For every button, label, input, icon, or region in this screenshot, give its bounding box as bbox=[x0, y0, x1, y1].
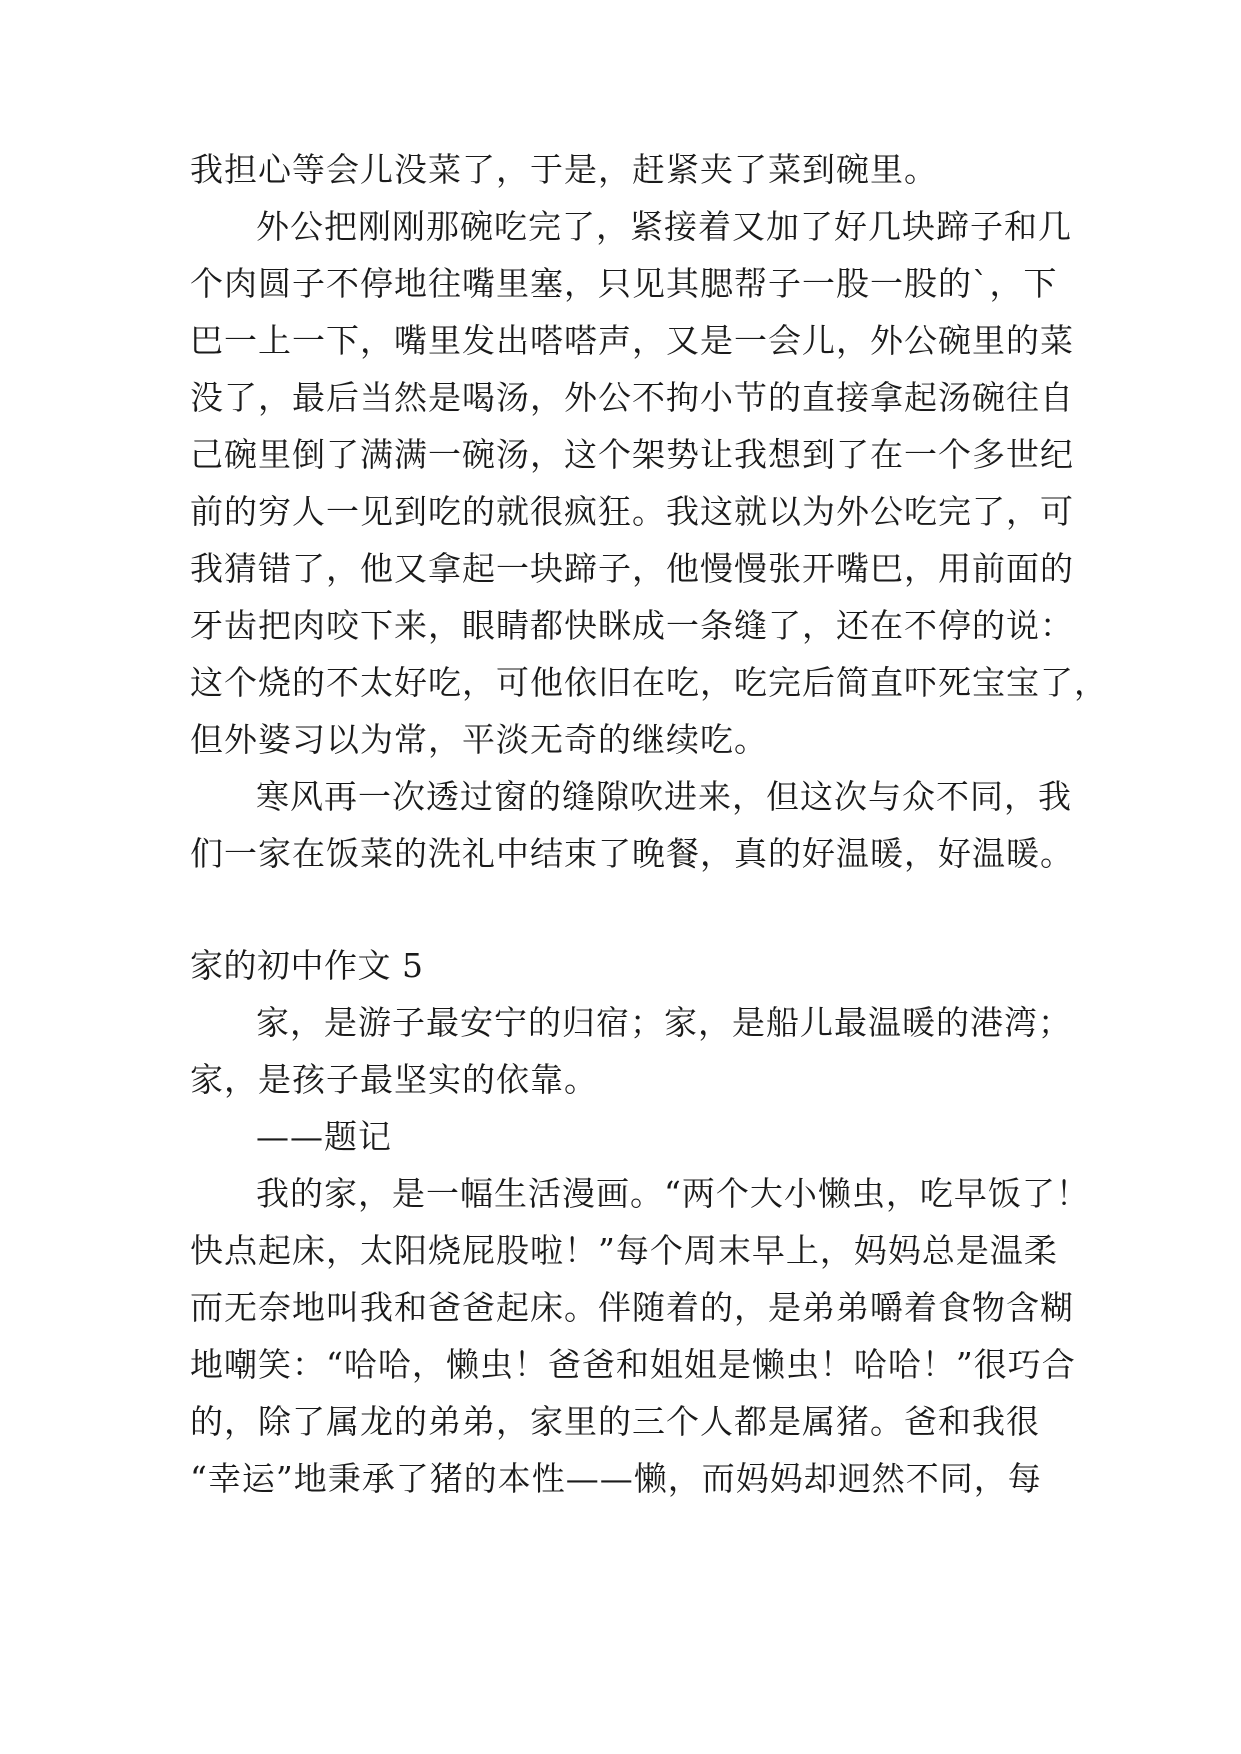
text-line: 而无奈地叫我和爸爸起床。伴随着的，是弟弟嚼着食物含糊 bbox=[190, 1288, 1074, 1327]
text-line: 前的穷人一见到吃的就很疯狂。我这就以为外公吃完了，可 bbox=[190, 492, 1074, 531]
text-line: 个肉圆子不停地往嘴里塞，只见其腮帮子一股一股的`，下 bbox=[190, 264, 1058, 303]
text-line: 们一家在饭菜的洗礼中结束了晚餐，真的好温暖，好温暖。 bbox=[190, 834, 1074, 873]
text-line: 但外婆习以为常，平淡无奇的继续吃。 bbox=[190, 720, 768, 759]
text-line: 我担心等会儿没菜了，于是，赶紧夹了菜到碗里。 bbox=[190, 150, 938, 189]
text-line: 这个烧的不太好吃，可他依旧在吃，吃完后简直吓死宝宝了， bbox=[190, 663, 1108, 702]
text-line: 没了，最后当然是喝汤，外公不拘小节的直接拿起汤碗往自 bbox=[190, 378, 1074, 417]
text-line: 己碗里倒了满满一碗汤，这个架势让我想到了在一个多世纪 bbox=[190, 435, 1074, 474]
section-title: 家的初中作文 5 bbox=[190, 946, 424, 985]
document-body bbox=[190, 0, 1108, 1754]
text-line: 快点起床，太阳烧屁股啦！”每个周末早上，妈妈总是温柔 bbox=[190, 1231, 1058, 1270]
text-line: 我的家，是一幅生活漫画。“两个大小懒虫，吃早饭了！ bbox=[256, 1174, 1090, 1213]
text-line: 牙齿把肉咬下来，眼睛都快眯成一条缝了，还在不停的说： bbox=[190, 606, 1074, 645]
text-line: 巴一上一下，嘴里发出嗒嗒声，又是一会儿，外公碗里的菜 bbox=[190, 321, 1074, 360]
text-line: 家，是游子最安宁的归宿；家，是船儿最温暖的港湾； bbox=[256, 1003, 1072, 1042]
text-line: 寒风再一次透过窗的缝隙吹进来，但这次与众不同，我 bbox=[256, 777, 1072, 816]
text-line: 地嘲笑：“哈哈，懒虫！爸爸和姐姐是懒虫！哈哈！”很巧合 bbox=[190, 1345, 1076, 1384]
text-line: 我猜错了，他又拿起一块蹄子，他慢慢张开嘴巴，用前面的 bbox=[190, 549, 1074, 588]
text-line: 家，是孩子最坚实的依靠。 bbox=[190, 1060, 598, 1099]
epigraph-signature: ——题记 bbox=[256, 1117, 392, 1156]
text-line: “幸运”地秉承了猪的本性——懒，而妈妈却迥然不同，每 bbox=[190, 1459, 1042, 1498]
text-line: 的，除了属龙的弟弟，家里的三个人都是属猪。爸和我很 bbox=[190, 1402, 1040, 1441]
text-line: 外公把刚刚那碗吃完了，紧接着又加了好几块蹄子和几 bbox=[256, 207, 1072, 246]
